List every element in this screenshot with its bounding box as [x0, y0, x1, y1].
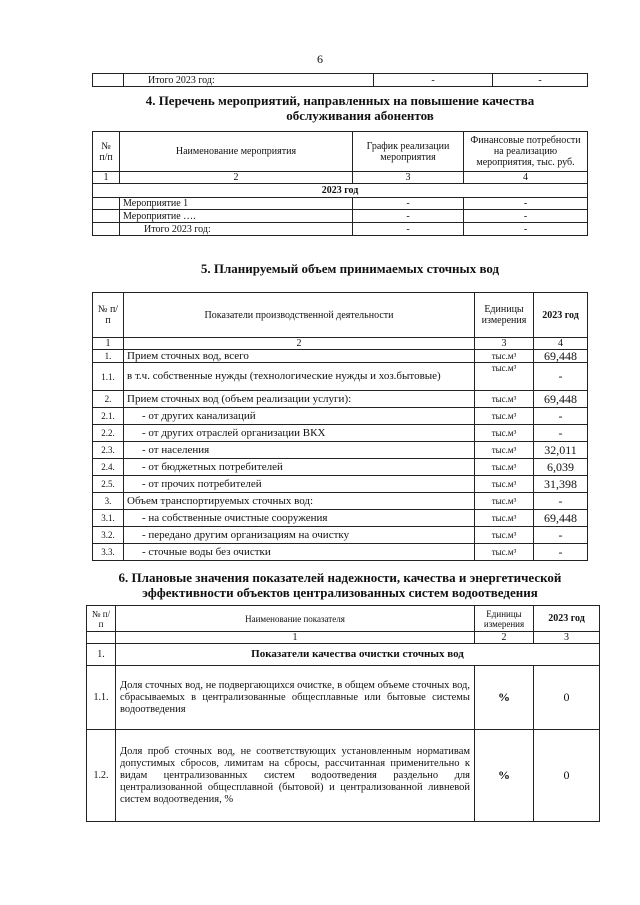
- s6-group-num: 1.: [87, 644, 116, 666]
- s5-header-name: Показатели производственной деятельности: [124, 293, 475, 338]
- s5-row-unit: тыс.м³: [475, 363, 534, 391]
- s5-row-value: 32,011: [534, 442, 588, 459]
- s4-total-finance: -: [464, 223, 588, 236]
- s5-row-value: 69,448: [534, 510, 588, 527]
- s5-row-num: 2.1.: [93, 408, 124, 425]
- s5-row-num: 1.: [93, 350, 124, 363]
- s6-row-num: 1.2.: [87, 730, 116, 822]
- s4-header-schedule: График реализации мероприятия: [353, 132, 464, 172]
- s5-col-number-1: 1: [93, 338, 124, 350]
- s5-row-name: - от других канализаций: [124, 408, 475, 425]
- s5-row-name: Прием сточных вод, всего: [124, 350, 475, 363]
- s5-row-unit: тыс.м³: [475, 493, 534, 510]
- s5-row-num: 2.2.: [93, 425, 124, 442]
- s5-row-num: 2.3.: [93, 442, 124, 459]
- s4-row-num: [93, 223, 120, 236]
- s6-col-number-2: 2: [475, 632, 534, 644]
- s4-row-num: [93, 210, 120, 223]
- s6-row-unit: %: [475, 730, 534, 822]
- s6-header-name: Наименование показателя: [116, 606, 475, 632]
- s4-col-number-1: 1: [93, 172, 120, 184]
- s5-row-unit: тыс.м³: [475, 527, 534, 544]
- s6-group-title: Показатели качества очистки сточных вод: [116, 644, 600, 666]
- s5-row-value: -: [534, 363, 588, 391]
- s4-row-finance: -: [464, 198, 588, 210]
- s4-row-schedule: -: [353, 210, 464, 223]
- s6-header-num: № п/п: [87, 606, 116, 632]
- section6-title-line2: эффективности объектов централизованных систем водоотведения: [142, 585, 538, 600]
- section6-title-line1: 6. Плановые значения показателей надежности, качества и энергетической: [118, 570, 562, 585]
- s5-row-value: -: [534, 493, 588, 510]
- carryover-value-1: -: [374, 74, 493, 87]
- s4-row-num: [93, 198, 120, 210]
- s5-row-name: - сточные воды без очистки: [124, 544, 475, 561]
- s5-row-unit: тыс.м³: [475, 544, 534, 561]
- section6-table: [86, 605, 600, 822]
- s4-total-label: Итого 2023 год:: [120, 223, 353, 236]
- s6-header-year: 2023 год: [534, 606, 600, 632]
- s6-col-number-3: 3: [534, 632, 600, 644]
- s5-row-name: - от бюджетных потребителей: [124, 459, 475, 476]
- s5-row-unit: тыс.м³: [475, 510, 534, 527]
- section4-title-line2: обслуживания абонентов: [286, 108, 434, 123]
- s4-row-finance: -: [464, 210, 588, 223]
- s4-row-name: Мероприятие 1: [120, 198, 353, 210]
- s5-row-value: -: [534, 544, 588, 561]
- s5-row-unit: тыс.м³: [475, 459, 534, 476]
- carryover-label: Итого 2023 год:: [124, 74, 374, 87]
- s6-row-num: 1.1.: [87, 666, 116, 730]
- s6-col-number-1: 1: [116, 632, 475, 644]
- s6-row-unit: %: [475, 666, 534, 730]
- s4-col-number-4: 4: [464, 172, 588, 184]
- s4-total-schedule: -: [353, 223, 464, 236]
- s5-col-number-3: 3: [475, 338, 534, 350]
- s5-row-unit: тыс.м³: [475, 425, 534, 442]
- s5-header-year: 2023 год: [534, 293, 588, 338]
- s5-row-value: -: [534, 425, 588, 442]
- section5-table: [92, 292, 588, 561]
- s4-year-row: 2023 год: [93, 184, 588, 198]
- s5-row-value: 31,398: [534, 476, 588, 493]
- s4-header-finance: Финансовые потребности на реализацию мероприятия, тыс. руб.: [464, 132, 588, 172]
- s5-row-unit: тыс.м³: [475, 442, 534, 459]
- s5-row-value: -: [534, 408, 588, 425]
- carryover-num-cell: [93, 74, 124, 87]
- s5-col-number-2: 2: [124, 338, 475, 350]
- s5-row-num: 3.3.: [93, 544, 124, 561]
- section4-title-line1: 4. Перечень мероприятий, направленных на повышение качества: [145, 93, 535, 108]
- s5-row-num: 2.: [93, 391, 124, 408]
- s6-row-value: 0: [534, 666, 600, 730]
- s6-row-name: Доля сточных вод, не подвергающихся очистке, в общем объеме сточных вод, сбрасываемых в централизованные общесплавные или бытовые системы водоотведения: [116, 666, 475, 730]
- s5-row-unit: тыс.м³: [475, 408, 534, 425]
- s4-row-schedule: -: [353, 198, 464, 210]
- s4-col-number-2: 2: [120, 172, 353, 184]
- s5-row-value: -: [534, 527, 588, 544]
- carryover-table: [92, 73, 588, 87]
- s5-row-num: 1.1.: [93, 363, 124, 391]
- s4-row-name: Мероприятие ….: [120, 210, 353, 223]
- s5-row-name: - от прочих потребителей: [124, 476, 475, 493]
- s4-col-number-3: 3: [353, 172, 464, 184]
- section4-table: [92, 131, 588, 236]
- s5-row-name: - от населения: [124, 442, 475, 459]
- carryover-value-2: -: [493, 74, 588, 87]
- page-number: 6: [317, 52, 323, 66]
- s4-header-name: Наименование мероприятия: [120, 132, 353, 172]
- s6-row-value: 0: [534, 730, 600, 822]
- s5-row-num: 3.2.: [93, 527, 124, 544]
- s5-row-num: 2.5.: [93, 476, 124, 493]
- s5-row-unit: тыс.м³: [475, 476, 534, 493]
- s5-header-unit: Единицы измерения: [475, 293, 534, 338]
- s5-row-name: - передано другим организациям на очистку: [124, 527, 475, 544]
- s5-row-name: Прием сточных вод (объем реализации услуги):: [124, 391, 475, 408]
- s5-row-name: Объем транспортируемых сточных вод:: [124, 493, 475, 510]
- s5-header-num: № п/п: [93, 293, 124, 338]
- s6-header-unit: Единицы измерения: [475, 606, 534, 632]
- s5-row-value: 6,039: [534, 459, 588, 476]
- s5-row-num: 2.4.: [93, 459, 124, 476]
- s5-row-name: - на собственные очистные сооружения: [124, 510, 475, 527]
- s4-header-num: № п/п: [93, 132, 120, 172]
- s5-row-name: - от других отраслей организации ВКХ: [124, 425, 475, 442]
- s5-row-unit: тыс.м³: [475, 350, 534, 363]
- s5-row-num: 3.: [93, 493, 124, 510]
- s5-col-number-4: 4: [534, 338, 588, 350]
- s6-col-number-empty: [87, 632, 116, 644]
- s6-row-name: Доля проб сточных вод, не соответствующих установленным нормативам допустимых сбросов, лимитам на сбросы, рассчитанная применительно к видам централизованных систем водоотведения раздельно для централизованной общесплавной (бытовой) и централизованной ливневой систем водоотведения, %: [116, 730, 475, 822]
- section5-title: 5. Планируемый объем принимаемых сточных вод: [200, 261, 500, 276]
- s5-row-unit: тыс.м³: [475, 391, 534, 408]
- s5-row-value: 69,448: [534, 350, 588, 363]
- s5-row-name: в т.ч. собственные нужды (технологические нужды и хоз.бытовые): [124, 363, 475, 391]
- s5-row-num: 3.1.: [93, 510, 124, 527]
- s5-row-value: 69,448: [534, 391, 588, 408]
